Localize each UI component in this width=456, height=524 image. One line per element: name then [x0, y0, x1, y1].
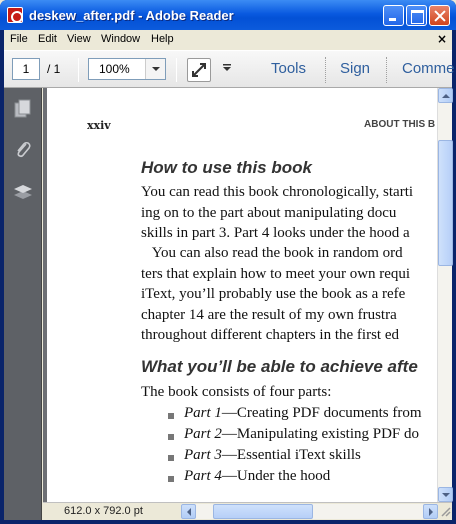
status-bar — [43, 502, 452, 520]
menu-file[interactable]: File — [10, 33, 28, 45]
resize-grip-icon[interactable] — [438, 504, 452, 520]
window-title: deskew_after.pdf - Adobe Reader — [29, 8, 234, 23]
more-tools-icon[interactable] — [222, 63, 232, 73]
toolbar-separator — [78, 58, 79, 82]
adobe-reader-icon — [7, 7, 23, 23]
toolbar — [4, 50, 455, 88]
bullet-icon — [168, 434, 174, 440]
horizontal-scroll-thumb[interactable] — [213, 504, 313, 519]
toolbar-separator — [325, 57, 326, 83]
chevron-down-icon[interactable] — [145, 59, 165, 79]
layers-icon[interactable] — [13, 182, 33, 202]
menu-edit[interactable]: Edit — [38, 33, 57, 45]
horizontal-scrollbar[interactable] — [181, 504, 438, 519]
expand-arrows-icon — [191, 62, 207, 78]
text-line: chapter 14 are the result of my own frustra — [141, 307, 397, 323]
text-line: You can also read the book in random ord — [141, 245, 403, 261]
bullet-icon — [168, 413, 174, 419]
page-number-input[interactable]: 1 — [12, 58, 40, 80]
bullet-icon — [168, 455, 174, 461]
menu-bar — [4, 30, 452, 50]
scroll-up-button[interactable] — [438, 88, 453, 103]
menu-view[interactable]: View — [67, 33, 91, 45]
page-size-label: 612.0 x 792.0 pt — [64, 505, 143, 517]
bullet-icon — [168, 476, 174, 482]
minimize-button[interactable] — [383, 5, 404, 26]
client-area — [4, 30, 455, 520]
pdf-page — [47, 88, 437, 502]
text-line: ters that explain how to meet your own requi — [141, 266, 411, 282]
sign-button[interactable]: Sign — [340, 60, 371, 77]
list-item: Part 4—Under the hood — [184, 468, 331, 484]
scroll-left-button[interactable] — [181, 504, 196, 519]
page-header-right: ABOUT THIS B — [364, 119, 436, 130]
zoom-select[interactable] — [88, 58, 166, 80]
list-item: Part 2—Manipulating existing PDF do — [184, 426, 420, 442]
scroll-down-button[interactable] — [438, 487, 453, 502]
section-heading: How to use this book — [141, 158, 312, 177]
page-header-left: xxiv — [87, 119, 111, 132]
text-line: You can read this book chronologically, starti — [141, 184, 414, 200]
fit-page-button[interactable] — [187, 58, 211, 82]
menu-window[interactable]: Window — [101, 33, 141, 45]
text-line: skills in part 3. Part 4 looks under the hood a — [141, 225, 410, 241]
vertical-scrollbar[interactable] — [437, 88, 452, 502]
page-total-label: / 1 — [47, 62, 61, 76]
toolbar-separator — [176, 58, 177, 82]
section-heading: What you’ll be able to achieve afte — [141, 357, 418, 376]
attachments-icon[interactable] — [13, 140, 33, 160]
close-document-icon[interactable]: × — [436, 32, 447, 46]
list-item: Part 3—Essential iText skills — [184, 447, 361, 463]
close-button[interactable] — [429, 5, 450, 26]
text-line: throughout different chapters in the first ed — [141, 327, 399, 343]
toolbar-separator — [386, 57, 387, 83]
vertical-scroll-thumb[interactable] — [438, 140, 453, 266]
comment-button[interactable]: Comme — [402, 60, 455, 77]
title-bar[interactable] — [0, 0, 456, 30]
menu-help[interactable]: Help — [151, 33, 174, 45]
tools-button[interactable]: Tools — [271, 60, 307, 77]
scroll-right-button[interactable] — [423, 504, 438, 519]
text-line: iText, you’ll probably use the book as a refe — [141, 286, 406, 302]
navigation-panel — [4, 88, 42, 520]
document-view[interactable] — [43, 88, 437, 502]
zoom-value: 100% — [99, 62, 130, 76]
list-item: Part 1—Creating PDF documents from — [184, 405, 422, 421]
text-line: ing on to the part about manipulating docu — [141, 205, 397, 221]
maximize-button[interactable] — [406, 5, 427, 26]
text-line: The book consists of four parts: — [141, 384, 332, 400]
pages-icon[interactable] — [13, 99, 33, 119]
